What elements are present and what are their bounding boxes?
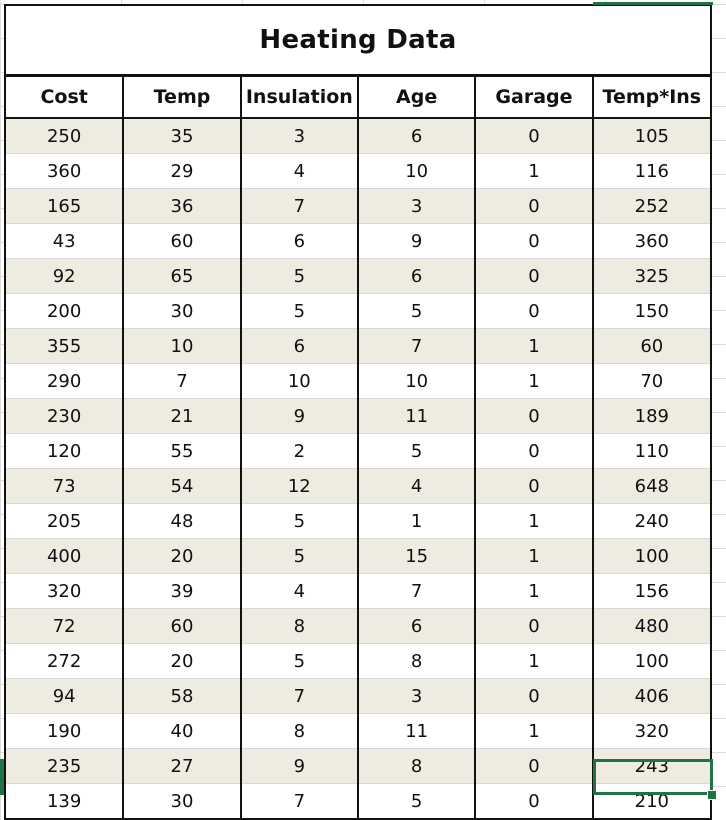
- table-row: [6, 259, 710, 294]
- cell-temp-ins[interactable]: 100: [593, 644, 710, 679]
- table-row: [6, 224, 710, 259]
- cell-insulation[interactable]: 10: [241, 364, 358, 399]
- table-row: [6, 118, 710, 154]
- cell-age[interactable]: 7: [358, 574, 475, 609]
- cell-temp-ins[interactable]: 70: [593, 364, 710, 399]
- cell-insulation[interactable]: 5: [241, 259, 358, 294]
- cell-cost[interactable]: 272: [6, 644, 123, 679]
- cell-garage[interactable]: 0: [475, 469, 592, 504]
- fill-handle[interactable]: [707, 790, 717, 800]
- cell-cost[interactable]: 235: [6, 749, 123, 784]
- cell-temp[interactable]: 40: [123, 714, 240, 749]
- cell-temp[interactable]: 54: [123, 469, 240, 504]
- cell-cost[interactable]: 290: [6, 364, 123, 399]
- cell-temp-ins[interactable]: 243: [593, 749, 710, 784]
- cell-temp[interactable]: 27: [123, 749, 240, 784]
- table-row: [6, 644, 710, 679]
- cell-age[interactable]: 6: [358, 118, 475, 154]
- heating-data-table-region: [4, 4, 712, 820]
- cell-garage[interactable]: 0: [475, 609, 592, 644]
- cell-cost[interactable]: 43: [6, 224, 123, 259]
- cell-cost[interactable]: 92: [6, 259, 123, 294]
- cell-garage[interactable]: 1: [475, 539, 592, 574]
- table-row: [6, 399, 710, 434]
- cell-garage[interactable]: 1: [475, 329, 592, 364]
- cell-garage[interactable]: 1: [475, 154, 592, 189]
- cell-temp[interactable]: 36: [123, 189, 240, 224]
- cell-temp-ins[interactable]: 240: [593, 504, 710, 539]
- selection-border-left: [0, 759, 4, 795]
- cell-age[interactable]: 8: [358, 644, 475, 679]
- cell-age[interactable]: 6: [358, 259, 475, 294]
- cell-garage[interactable]: 0: [475, 118, 592, 154]
- header-insulation[interactable]: Insulation: [241, 77, 358, 118]
- cell-temp-ins[interactable]: 105: [593, 118, 710, 154]
- cell-temp[interactable]: 20: [123, 539, 240, 574]
- cell-insulation[interactable]: 7: [241, 679, 358, 714]
- cell-age[interactable]: 8: [358, 749, 475, 784]
- table-row: [6, 504, 710, 539]
- cell-temp[interactable]: 58: [123, 679, 240, 714]
- cell-age[interactable]: 1: [358, 504, 475, 539]
- table-row: [6, 574, 710, 609]
- title-cell[interactable]: [6, 6, 710, 77]
- cell-insulation[interactable]: 2: [241, 434, 358, 469]
- table-row: [6, 364, 710, 399]
- cell-cost[interactable]: 94: [6, 679, 123, 714]
- cell-age[interactable]: 5: [358, 784, 475, 819]
- cell-insulation[interactable]: 3: [241, 118, 358, 154]
- cell-temp-ins[interactable]: 100: [593, 539, 710, 574]
- cell-cost[interactable]: 200: [6, 294, 123, 329]
- cell-age[interactable]: 5: [358, 434, 475, 469]
- table-row: [6, 434, 710, 469]
- table-row: [6, 469, 710, 504]
- cell-age[interactable]: 10: [358, 154, 475, 189]
- cell-temp-ins[interactable]: 648: [593, 469, 710, 504]
- cell-temp[interactable]: 30: [123, 294, 240, 329]
- cell-cost[interactable]: 205: [6, 504, 123, 539]
- cell-insulation[interactable]: 6: [241, 329, 358, 364]
- cell-temp-ins[interactable]: 150: [593, 294, 710, 329]
- table-row: [6, 609, 710, 644]
- cell-temp[interactable]: 30: [123, 784, 240, 819]
- selection-border-top: [593, 2, 713, 5]
- cell-temp-ins[interactable]: 156: [593, 574, 710, 609]
- cell-age[interactable]: 3: [358, 679, 475, 714]
- cell-insulation[interactable]: 5: [241, 504, 358, 539]
- cell-temp[interactable]: 10: [123, 329, 240, 364]
- cell-cost[interactable]: 73: [6, 469, 123, 504]
- cell-cost[interactable]: 190: [6, 714, 123, 749]
- cell-temp-ins[interactable]: 406: [593, 679, 710, 714]
- cell-age[interactable]: 4: [358, 469, 475, 504]
- table-title: Heating Data: [259, 25, 457, 55]
- cell-garage[interactable]: 1: [475, 504, 592, 539]
- cell-temp-ins[interactable]: 116: [593, 154, 710, 189]
- cell-garage[interactable]: 1: [475, 644, 592, 679]
- cell-temp-ins[interactable]: 252: [593, 189, 710, 224]
- cell-garage[interactable]: 0: [475, 434, 592, 469]
- header-garage[interactable]: Garage: [475, 77, 592, 118]
- cell-age[interactable]: 11: [358, 714, 475, 749]
- cell-garage[interactable]: 0: [475, 679, 592, 714]
- cell-age[interactable]: 15: [358, 539, 475, 574]
- cell-temp-ins[interactable]: 480: [593, 609, 710, 644]
- table-row: [6, 189, 710, 224]
- cell-insulation[interactable]: 5: [241, 539, 358, 574]
- cell-insulation[interactable]: 12: [241, 469, 358, 504]
- cell-temp-ins[interactable]: 325: [593, 259, 710, 294]
- cell-insulation[interactable]: 7: [241, 784, 358, 819]
- header-temp[interactable]: Temp: [123, 77, 240, 118]
- table-row: [6, 679, 710, 714]
- cell-garage[interactable]: 0: [475, 749, 592, 784]
- cell-garage[interactable]: 1: [475, 364, 592, 399]
- header-temp-ins[interactable]: Temp*Ins: [593, 77, 710, 118]
- cell-insulation[interactable]: 9: [241, 749, 358, 784]
- cell-insulation[interactable]: 4: [241, 574, 358, 609]
- cell-age[interactable]: 7: [358, 329, 475, 364]
- cell-temp-ins[interactable]: 60: [593, 329, 710, 364]
- cell-temp[interactable]: 7: [123, 364, 240, 399]
- table-body: [6, 118, 710, 818]
- cell-insulation[interactable]: 5: [241, 294, 358, 329]
- cell-temp[interactable]: 60: [123, 224, 240, 259]
- cell-age[interactable]: 6: [358, 609, 475, 644]
- cell-age[interactable]: 11: [358, 399, 475, 434]
- cell-temp[interactable]: 55: [123, 434, 240, 469]
- cell-cost[interactable]: 320: [6, 574, 123, 609]
- cell-temp-ins[interactable]: 360: [593, 224, 710, 259]
- table-row: [6, 329, 710, 364]
- cell-insulation[interactable]: 4: [241, 154, 358, 189]
- cell-cost[interactable]: 360: [6, 154, 123, 189]
- cell-temp[interactable]: 39: [123, 574, 240, 609]
- cell-garage[interactable]: 1: [475, 714, 592, 749]
- cell-garage[interactable]: 0: [475, 259, 592, 294]
- cell-age[interactable]: 10: [358, 364, 475, 399]
- cell-temp[interactable]: 48: [123, 504, 240, 539]
- cell-temp[interactable]: 20: [123, 644, 240, 679]
- cell-insulation[interactable]: 9: [241, 399, 358, 434]
- header-row: [6, 77, 710, 118]
- header-age[interactable]: Age: [358, 77, 475, 118]
- cell-garage[interactable]: 1: [475, 574, 592, 609]
- cell-insulation[interactable]: 6: [241, 224, 358, 259]
- cell-garage[interactable]: 0: [475, 224, 592, 259]
- cell-cost[interactable]: 230: [6, 399, 123, 434]
- cell-insulation[interactable]: 8: [241, 714, 358, 749]
- cell-temp-ins[interactable]: 189: [593, 399, 710, 434]
- cell-temp[interactable]: 65: [123, 259, 240, 294]
- header-cost[interactable]: Cost: [6, 77, 123, 118]
- cell-garage[interactable]: 0: [475, 189, 592, 224]
- cell-garage[interactable]: 0: [475, 784, 592, 819]
- cell-cost[interactable]: 72: [6, 609, 123, 644]
- cell-cost[interactable]: 139: [6, 784, 123, 819]
- cell-age[interactable]: 9: [358, 224, 475, 259]
- cell-temp[interactable]: 29: [123, 154, 240, 189]
- active-cell-selection[interactable]: [593, 759, 713, 795]
- cell-cost[interactable]: 120: [6, 434, 123, 469]
- cell-age[interactable]: 3: [358, 189, 475, 224]
- cell-cost[interactable]: 400: [6, 539, 123, 574]
- cell-insulation[interactable]: 5: [241, 644, 358, 679]
- table-row: [6, 294, 710, 329]
- cell-garage[interactable]: 0: [475, 399, 592, 434]
- cell-temp-ins[interactable]: 110: [593, 434, 710, 469]
- table-row: [6, 539, 710, 574]
- cell-cost[interactable]: 250: [6, 118, 123, 154]
- cell-temp-ins[interactable]: 210: [593, 784, 710, 819]
- cell-garage[interactable]: 0: [475, 294, 592, 329]
- cell-age[interactable]: 5: [358, 294, 475, 329]
- cell-insulation[interactable]: 8: [241, 609, 358, 644]
- cell-temp[interactable]: 35: [123, 118, 240, 154]
- cell-cost[interactable]: 165: [6, 189, 123, 224]
- cell-temp-ins[interactable]: 320: [593, 714, 710, 749]
- cell-insulation[interactable]: 7: [241, 189, 358, 224]
- cell-temp[interactable]: 60: [123, 609, 240, 644]
- heating-data-table: [6, 77, 710, 818]
- cell-temp[interactable]: 21: [123, 399, 240, 434]
- cell-cost[interactable]: 355: [6, 329, 123, 364]
- table-row: [6, 154, 710, 189]
- table-row: [6, 714, 710, 749]
